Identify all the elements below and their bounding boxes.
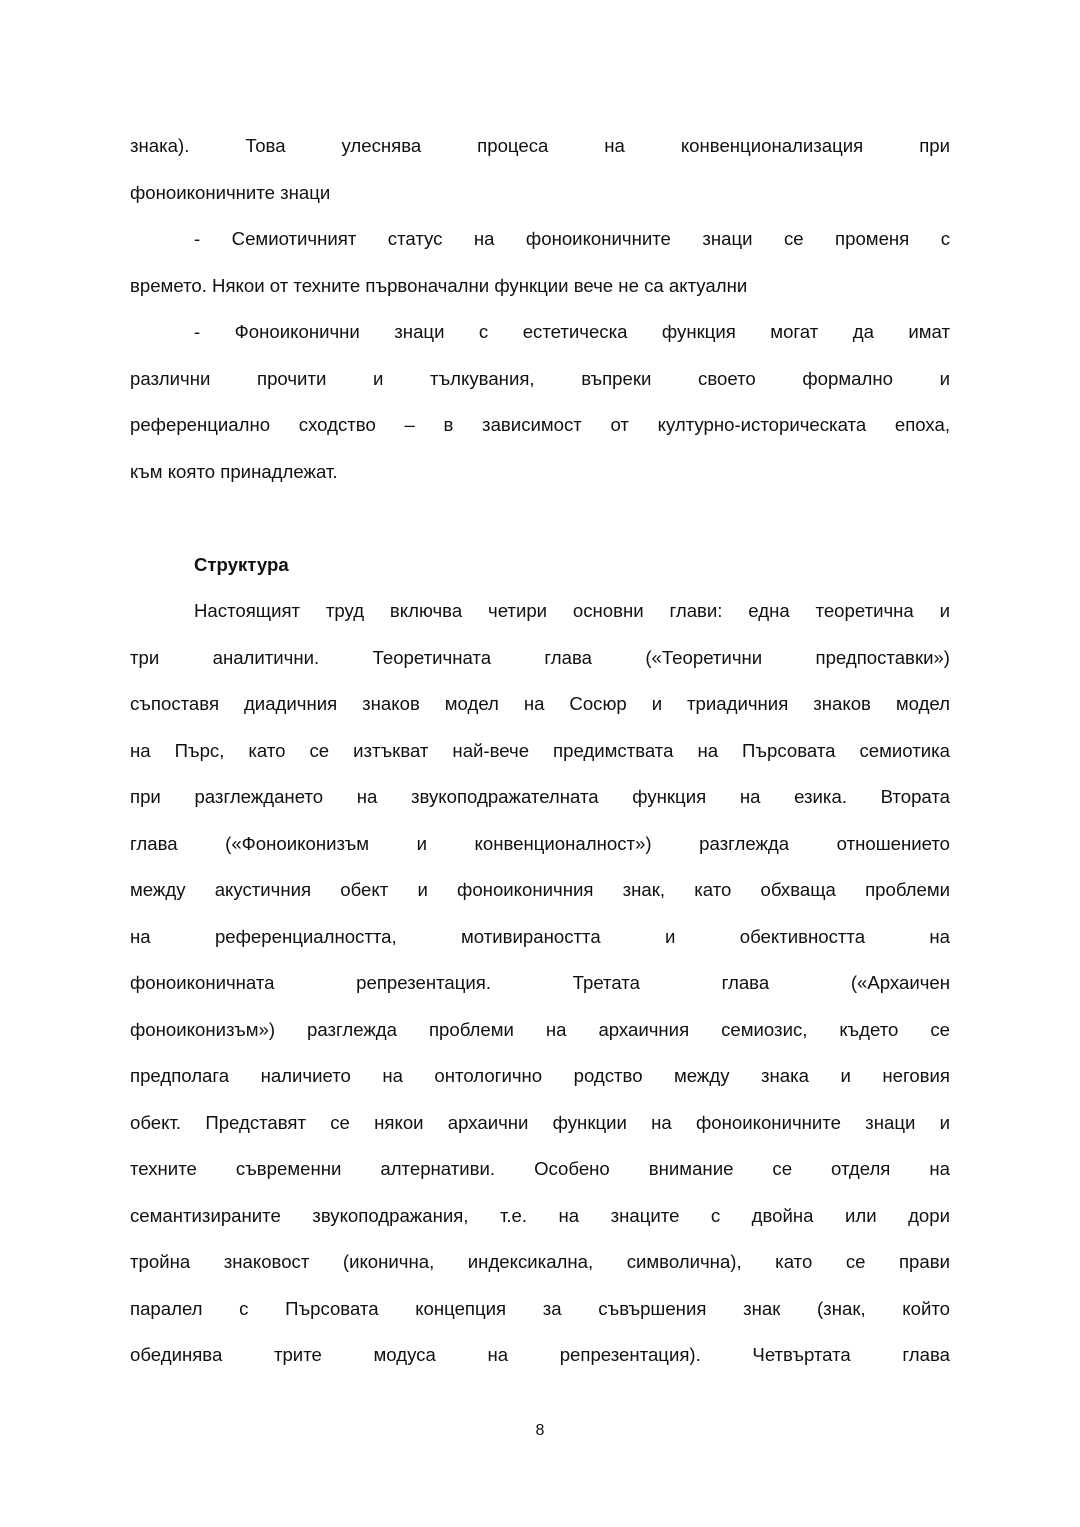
text-line: техните съвременни алтернативи. Особено внимание се отделя на <box>130 1158 950 1179</box>
text-line: на референциалността, мотивираността и обективността на <box>130 925 950 947</box>
text-line: паралел с Пърсовата концепция за съвършения знак (знак, който <box>130 1297 950 1319</box>
text-line: съпоставя диадичния знаков модел на Сосюр и триадичния знаков модел <box>130 693 950 714</box>
text-line: тройна знаковост (иконична, индексикална, символична), като се прави <box>130 1251 950 1272</box>
text-line: между акустичния обект и фоноиконичния знак, като обхваща проблеми <box>130 879 950 900</box>
text-line: три аналитични. Теоретичната глава («Теоретични предпоставки») <box>130 646 950 668</box>
text-line: - Фоноиконични знаци с естетическа функция могат да имат <box>194 321 950 342</box>
blank-line <box>130 495 950 542</box>
text-line: фоноиконичната репрезентация. Третата глава («Архаичен <box>130 972 950 993</box>
section-heading: Структура <box>194 553 289 575</box>
text-line: знака). Това улеснява процеса на конвенционализация при <box>130 135 950 156</box>
text-line: предполага наличието на онтологично родство между знака и неговия <box>130 1065 950 1086</box>
text-line: при разглеждането на звукоподражателната функция на езика. Втората <box>130 786 950 807</box>
text-line: обединява трите модуса на репрезентация). Четвъртата глава <box>130 1344 950 1365</box>
text-line: - Семиотичният статус на фоноиконичните знаци се променя с <box>194 228 950 249</box>
text-line: фоноиконизъм») разглежда проблеми на архаичния семиозис, където се <box>130 1018 950 1040</box>
text-line: различни прочити и тълкувания, въпреки своето формално и <box>130 367 950 389</box>
text-line: фоноиконичните знаци <box>130 181 331 203</box>
text-line: времето. Някои от техните първоначални функции вече не са актуални <box>130 274 748 296</box>
text-line: Настоящият труд включва четири основни глави: една теоретична и <box>194 600 950 621</box>
text-line: референциално сходство – в зависимост от културно-историческата епоха, <box>130 414 950 435</box>
page-body <box>130 123 950 1379</box>
text-line: обект. Представят се някои архаични функции на фоноиконичните знаци и <box>130 1111 950 1133</box>
text-line: глава («Фоноиконизъм и конвенционалност») разглежда отношението <box>130 832 950 854</box>
text-line: на Пърс, като се изтъкват най-вече предимствата на Пърсовата семиотика <box>130 739 950 761</box>
text-line: към която принадлежат. <box>130 460 338 482</box>
page-number: 8 <box>535 1422 545 1439</box>
text-line: семантизираните звукоподражания, т.е. на знаците с двойна или дори <box>130 1204 950 1226</box>
